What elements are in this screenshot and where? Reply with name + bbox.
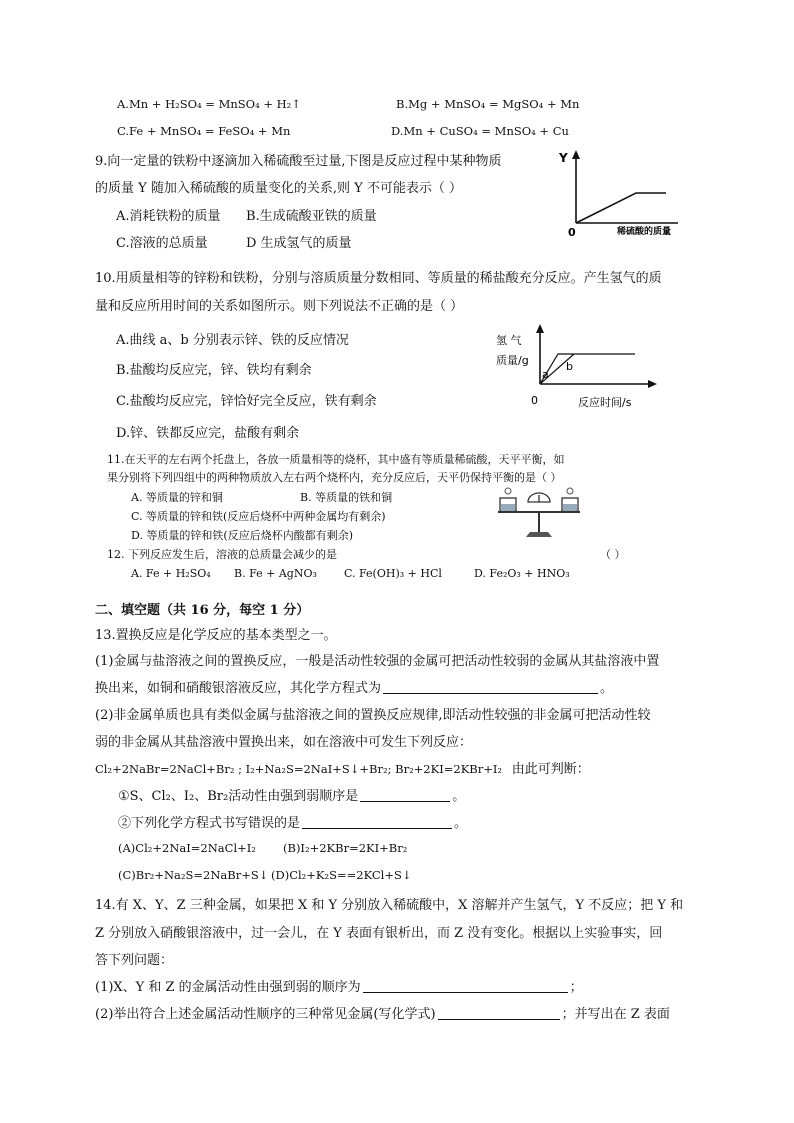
q13-sub1-answer-blank[interactable] <box>360 789 450 802</box>
q12-stem: 12. 下列反应发生后，溶液的总质量会减少的是 <box>107 548 337 561</box>
q13-sub2: ②下列化学方程式书写错误的是 。 <box>118 816 468 831</box>
q13-reactions: Cl₂+2NaBr=2NaCl+Br₂ ; I₂+Na₂S=2NaI+S↓+Br₂; Br₂+2KI=2KBr+I₂ 由此可判断： <box>95 762 590 777</box>
q10-graph-origin: 0 <box>531 394 538 407</box>
q13-part1-answer-blank[interactable] <box>383 681 598 694</box>
q10-graph <box>490 318 670 413</box>
q10-option-c: C.盐酸均反应完，锌恰好完全反应，铁有剩余 <box>116 394 377 409</box>
q13-sub1: ①S、Cl₂、I₂、Br₂活动性由强到弱顺序是 。 <box>118 789 466 804</box>
q11-option-b: B. 等质量的铁和铜 <box>300 491 393 504</box>
q13-option-d: (D)Cl₂+K₂S==2KCl+S↓ <box>271 868 412 882</box>
q9-graph-x-label: 稀硫酸的质量 <box>617 227 672 237</box>
q14-part2-answer-blank[interactable] <box>438 1007 560 1020</box>
q13-option-a: (A)Cl₂+2NaI=2NaCl+I₂ <box>118 841 256 855</box>
q13-part1-line2: 换出来，如铜和硝酸银溶液反应，其化学方程式为 。 <box>95 681 614 696</box>
q13-sub2-answer-blank[interactable] <box>302 816 452 829</box>
q9-graph-origin: 0 <box>568 226 576 239</box>
q9-option-b: B.生成硫酸亚铁的质量 <box>246 209 377 224</box>
q13-part2-line2: 弱的非金属从其盐溶液中置换出来，如在溶液中可发生下列反应： <box>95 735 473 750</box>
q10-graph-x-arrow <box>648 380 657 388</box>
q11-stem-line2: 果分别将下列四组中的两种物质放入左右两个烧杯内，充分反应后，天平仍保持平衡的是（ ） <box>107 471 562 484</box>
q10-curve-a <box>540 354 635 384</box>
q8-option-d: D.Mn + CuSO₄ = MnSO₄ + Cu <box>391 124 569 138</box>
q11-stem-line1: 11.在天平的左右两个托盘上，各放一质量相等的烧杯，其中盛有等质量稀硫酸，天平平衡，如 <box>107 453 565 466</box>
q13-stem: 13.置换反应是化学反应的基本类型之一。 <box>95 628 337 643</box>
q14-part1-answer-blank[interactable] <box>363 980 568 993</box>
q10-stem-line2: 量和反应所用时间的关系如图所示。则下列说法不正确的是（ ） <box>95 299 464 314</box>
q10-curve-a-label: a <box>542 368 549 381</box>
q11-option-c: C. 等质量的锌和铁(反应后烧杯中两种金属均有剩余) <box>131 510 386 523</box>
q10-option-a: A.曲线 a、b 分别表示锌、铁的反应情况 <box>116 333 349 348</box>
q12-option-b: B. Fe + AgNO₃ <box>234 567 317 580</box>
q9-option-d: D 生成氢气的质量 <box>246 236 352 251</box>
q9-stem-line1: 9.向一定量的铁粉中逐滴加入稀硫酸至过量,下图是反应过程中某种物质 <box>95 154 502 169</box>
q9-graph-y-arrow <box>572 150 580 159</box>
q8-option-a: A.Mn + H₂SO₄ = MnSO₄ + H₂↑ <box>117 97 301 111</box>
q9-graph-curve <box>576 193 666 223</box>
q14-stem-line2: Z 分别放入硝酸银溶液中，过一会儿，在 Y 表面有银析出，而 Z 没有变化。根据以上实验事实，回 <box>95 926 663 941</box>
q10-option-b: B.盐酸均反应完，锌、铁均有剩余 <box>116 363 312 378</box>
q13-option-c: (C)Br₂+Na₂S=2NaBr+S↓ <box>118 868 269 882</box>
q10-graph-y-label-2: 质量/g <box>496 354 529 367</box>
q8-option-c: C.Fe + MnSO₄ = FeSO₄ + Mn <box>117 124 291 138</box>
q14-part1: (1)X、Y 和 Z 的金属活动性由强到弱的顺序为 ； <box>95 980 583 995</box>
q10-graph-y-label-1: 氢 气 <box>496 334 522 347</box>
q9-graph-y-label: Y <box>559 151 568 165</box>
q9-option-c: C.溶液的总质量 <box>116 236 208 251</box>
q14-stem-line3: 答下列问题： <box>95 953 174 968</box>
section-title: 二、填空题（共 16 分，每空 1 分） <box>95 603 310 618</box>
q10-option-d: D.锌、铁都反应完，盐酸有剩余 <box>116 426 300 441</box>
q14-stem-line1: 14.有 X、Y、Z 三种金属，如果把 X 和 Y 分别放入稀硫酸中，X 溶解并产生氢气，Y 不反应；把 Y 和 <box>95 898 684 913</box>
q12-option-a: A. Fe + H₂SO₄ <box>131 567 211 580</box>
q13-part2-line1: (2)非金属单质也具有类似金属与盐溶液之间的置换反应规律,即活动性较强的非金属可把活动性较 <box>95 708 651 723</box>
q10-graph-y-arrow <box>536 324 544 333</box>
q12-answer-paren: （ ） <box>600 548 626 561</box>
q10-curve-b-label: b <box>566 360 573 373</box>
q12-option-c: C. Fe(OH)₃ + HCl <box>344 567 442 580</box>
q9-option-a: A.消耗铁粉的质量 <box>116 209 221 224</box>
q12-option-d: D. Fe₂O₃ + HNO₃ <box>474 567 570 580</box>
balance-scale-icon <box>490 484 590 540</box>
q14-part2: (2)举出符合上述金属活动性顺序的三种常见金属(写化学式) ；并写出在 Z 表面 <box>95 1007 670 1022</box>
q9-stem-line2: 的质量 Y 随加入稀硫酸的质量变化的关系,则 Y 不可能表示（ ） <box>95 181 462 196</box>
q8-option-b: B.Mg + MnSO₄ = MgSO₄ + Mn <box>396 97 580 111</box>
q11-option-d: D. 等质量的锌和铁(反应后烧杯内酸都有剩余) <box>131 529 354 542</box>
q9-graph <box>550 145 690 240</box>
q10-graph-x-label: 反应时间/s <box>578 396 632 409</box>
q13-part1-line1: (1)金属与盐溶液之间的置换反应，一般是活动性较强的金属可把活动性较弱的金属从其盐溶液中置 <box>95 654 660 669</box>
q13-option-b: (B)I₂+2KBr=2KI+Br₂ <box>283 841 408 855</box>
q10-stem-line1: 10.用质量相等的锌粉和铁粉，分别与溶质质量分数相同、等质量的稀盐酸充分反应。产生氢气的质 <box>95 271 662 286</box>
q11-option-a: A. 等质量的锌和铜 <box>131 491 223 504</box>
